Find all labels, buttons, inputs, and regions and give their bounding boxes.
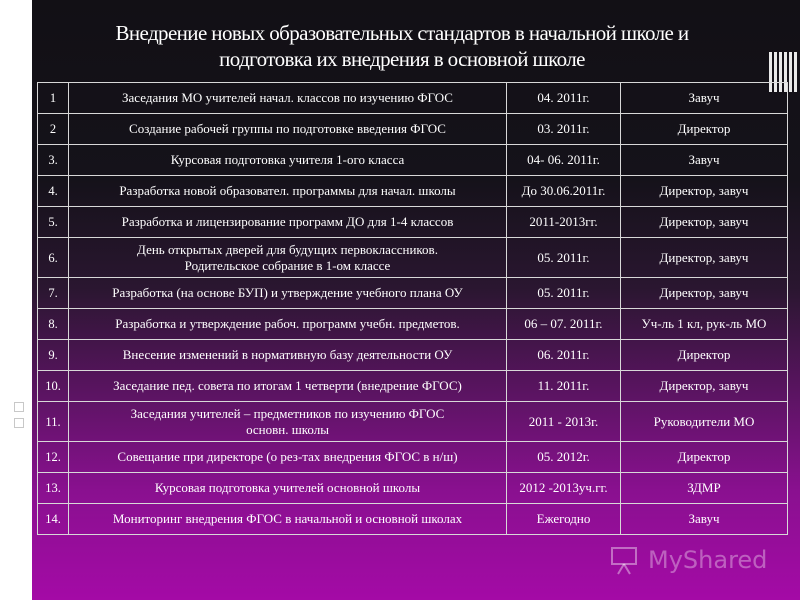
event-cell: [69, 402, 507, 442]
table-row: [38, 402, 788, 442]
date-cell: 04- 06. 2011г.: [507, 145, 621, 176]
responsible-cell: Директор, завуч: [621, 371, 788, 402]
table-row: [38, 83, 788, 114]
responsible-cell: Руководители МО: [621, 402, 788, 442]
date-cell: 05. 2012г.: [507, 442, 621, 473]
responsible-cell: Директор, завуч: [621, 207, 788, 238]
row-number: 7.: [38, 278, 69, 309]
table-row: [38, 340, 788, 371]
responsible-cell: Директор, завуч: [621, 238, 788, 278]
table-row: [38, 176, 788, 207]
responsible-cell: Уч-ль 1 кл, рук-ль МО: [621, 309, 788, 340]
responsible-cell: Директор, завуч: [621, 176, 788, 207]
event-cell: Разработка и утверждение рабоч. программ учебн. предметов.: [69, 309, 507, 340]
date-cell: Ежегодно: [507, 504, 621, 535]
date-cell: 2011 - 2013г.: [507, 402, 621, 442]
row-number: 13.: [38, 473, 69, 504]
date-cell: 06. 2011г.: [507, 340, 621, 371]
row-number: 9.: [38, 340, 69, 371]
date-cell: 03. 2011г.: [507, 114, 621, 145]
row-number: 8.: [38, 309, 69, 340]
row-number: 10.: [38, 371, 69, 402]
row-number: 1: [38, 83, 69, 114]
row-number: 4.: [38, 176, 69, 207]
row-number: 12.: [38, 442, 69, 473]
responsible-cell: Директор: [621, 442, 788, 473]
row-number: 5.: [38, 207, 69, 238]
table-row: [38, 238, 788, 278]
responsible-cell: Завуч: [621, 83, 788, 114]
responsible-cell: Завуч: [621, 504, 788, 535]
event-cell: Заседания МО учителей начал. классов по изучению ФГОС: [69, 83, 507, 114]
event-cell: [69, 238, 507, 278]
responsible-cell: ЗДМР: [621, 473, 788, 504]
event-cell: Заседание пед. совета по итогам 1 четверти (внедрение ФГОС): [69, 371, 507, 402]
title-line-2: подготовка их внедрения в основной школе: [219, 47, 585, 71]
table-row: [38, 207, 788, 238]
row-number: 14.: [38, 504, 69, 535]
table-row: [38, 504, 788, 535]
event-cell: Разработка и лицензирование программ ДО для 1-4 классов: [69, 207, 507, 238]
table-row: [38, 442, 788, 473]
event-line: основн. школы: [246, 421, 329, 437]
row-number: 2: [38, 114, 69, 145]
square-marker-icon: [14, 402, 24, 412]
event-cell: Совещание при директоре (о рез-тах внедрения ФГОС в н/ш): [69, 442, 507, 473]
event-cell: Разработка новой образовател. программы для начал. школы: [69, 176, 507, 207]
table-row: [38, 114, 788, 145]
date-cell: 2011-2013гг.: [507, 207, 621, 238]
date-cell: 11. 2011г.: [507, 371, 621, 402]
table-row: [38, 473, 788, 504]
event-cell: Мониторинг внедрения ФГОС в начальной и основной школах: [69, 504, 507, 535]
responsible-cell: Директор: [621, 114, 788, 145]
row-number: 11.: [38, 402, 69, 442]
square-marker-icon: [14, 418, 24, 428]
date-cell: 04. 2011г.: [507, 83, 621, 114]
responsible-cell: Завуч: [621, 145, 788, 176]
responsible-cell: Директор: [621, 340, 788, 371]
title-line-1: Внедрение новых образовательных стандартов в начальной школе и: [115, 21, 689, 45]
event-cell: Курсовая подготовка учителя 1-ого класса: [69, 145, 507, 176]
watermark-text: MyShared: [648, 546, 768, 574]
left-decoration: [0, 0, 32, 600]
table-row: [38, 145, 788, 176]
event-line: Заседания учителей – предметников по изучению ФГОС: [130, 405, 445, 421]
table-row: [38, 371, 788, 402]
date-cell: 05. 2011г.: [507, 278, 621, 309]
date-cell: До 30.06.2011г.: [507, 176, 621, 207]
event-cell: Разработка (на основе БУП) и утверждение учебного плана ОУ: [69, 278, 507, 309]
date-cell: 05. 2011г.: [507, 238, 621, 278]
slide-title: [32, 20, 772, 72]
event-line: День открытых дверей для будущих первоклассников.: [137, 241, 438, 257]
event-cell: Внесение изменений в нормативную базу деятельности ОУ: [69, 340, 507, 371]
table-row: [38, 278, 788, 309]
row-number: 6.: [38, 238, 69, 278]
table-row: [38, 309, 788, 340]
date-cell: 06 – 07. 2011г.: [507, 309, 621, 340]
responsible-cell: Директор, завуч: [621, 278, 788, 309]
event-cell: Создание рабочей группы по подготовке введения ФГОС: [69, 114, 507, 145]
event-line: Родительское собрание в 1-ом классе: [184, 257, 391, 273]
row-number: 3.: [38, 145, 69, 176]
event-cell: Курсовая подготовка учителей основной школы: [69, 473, 507, 504]
date-cell: 2012 -2013уч.гг.: [507, 473, 621, 504]
schedule-table: [37, 82, 788, 535]
